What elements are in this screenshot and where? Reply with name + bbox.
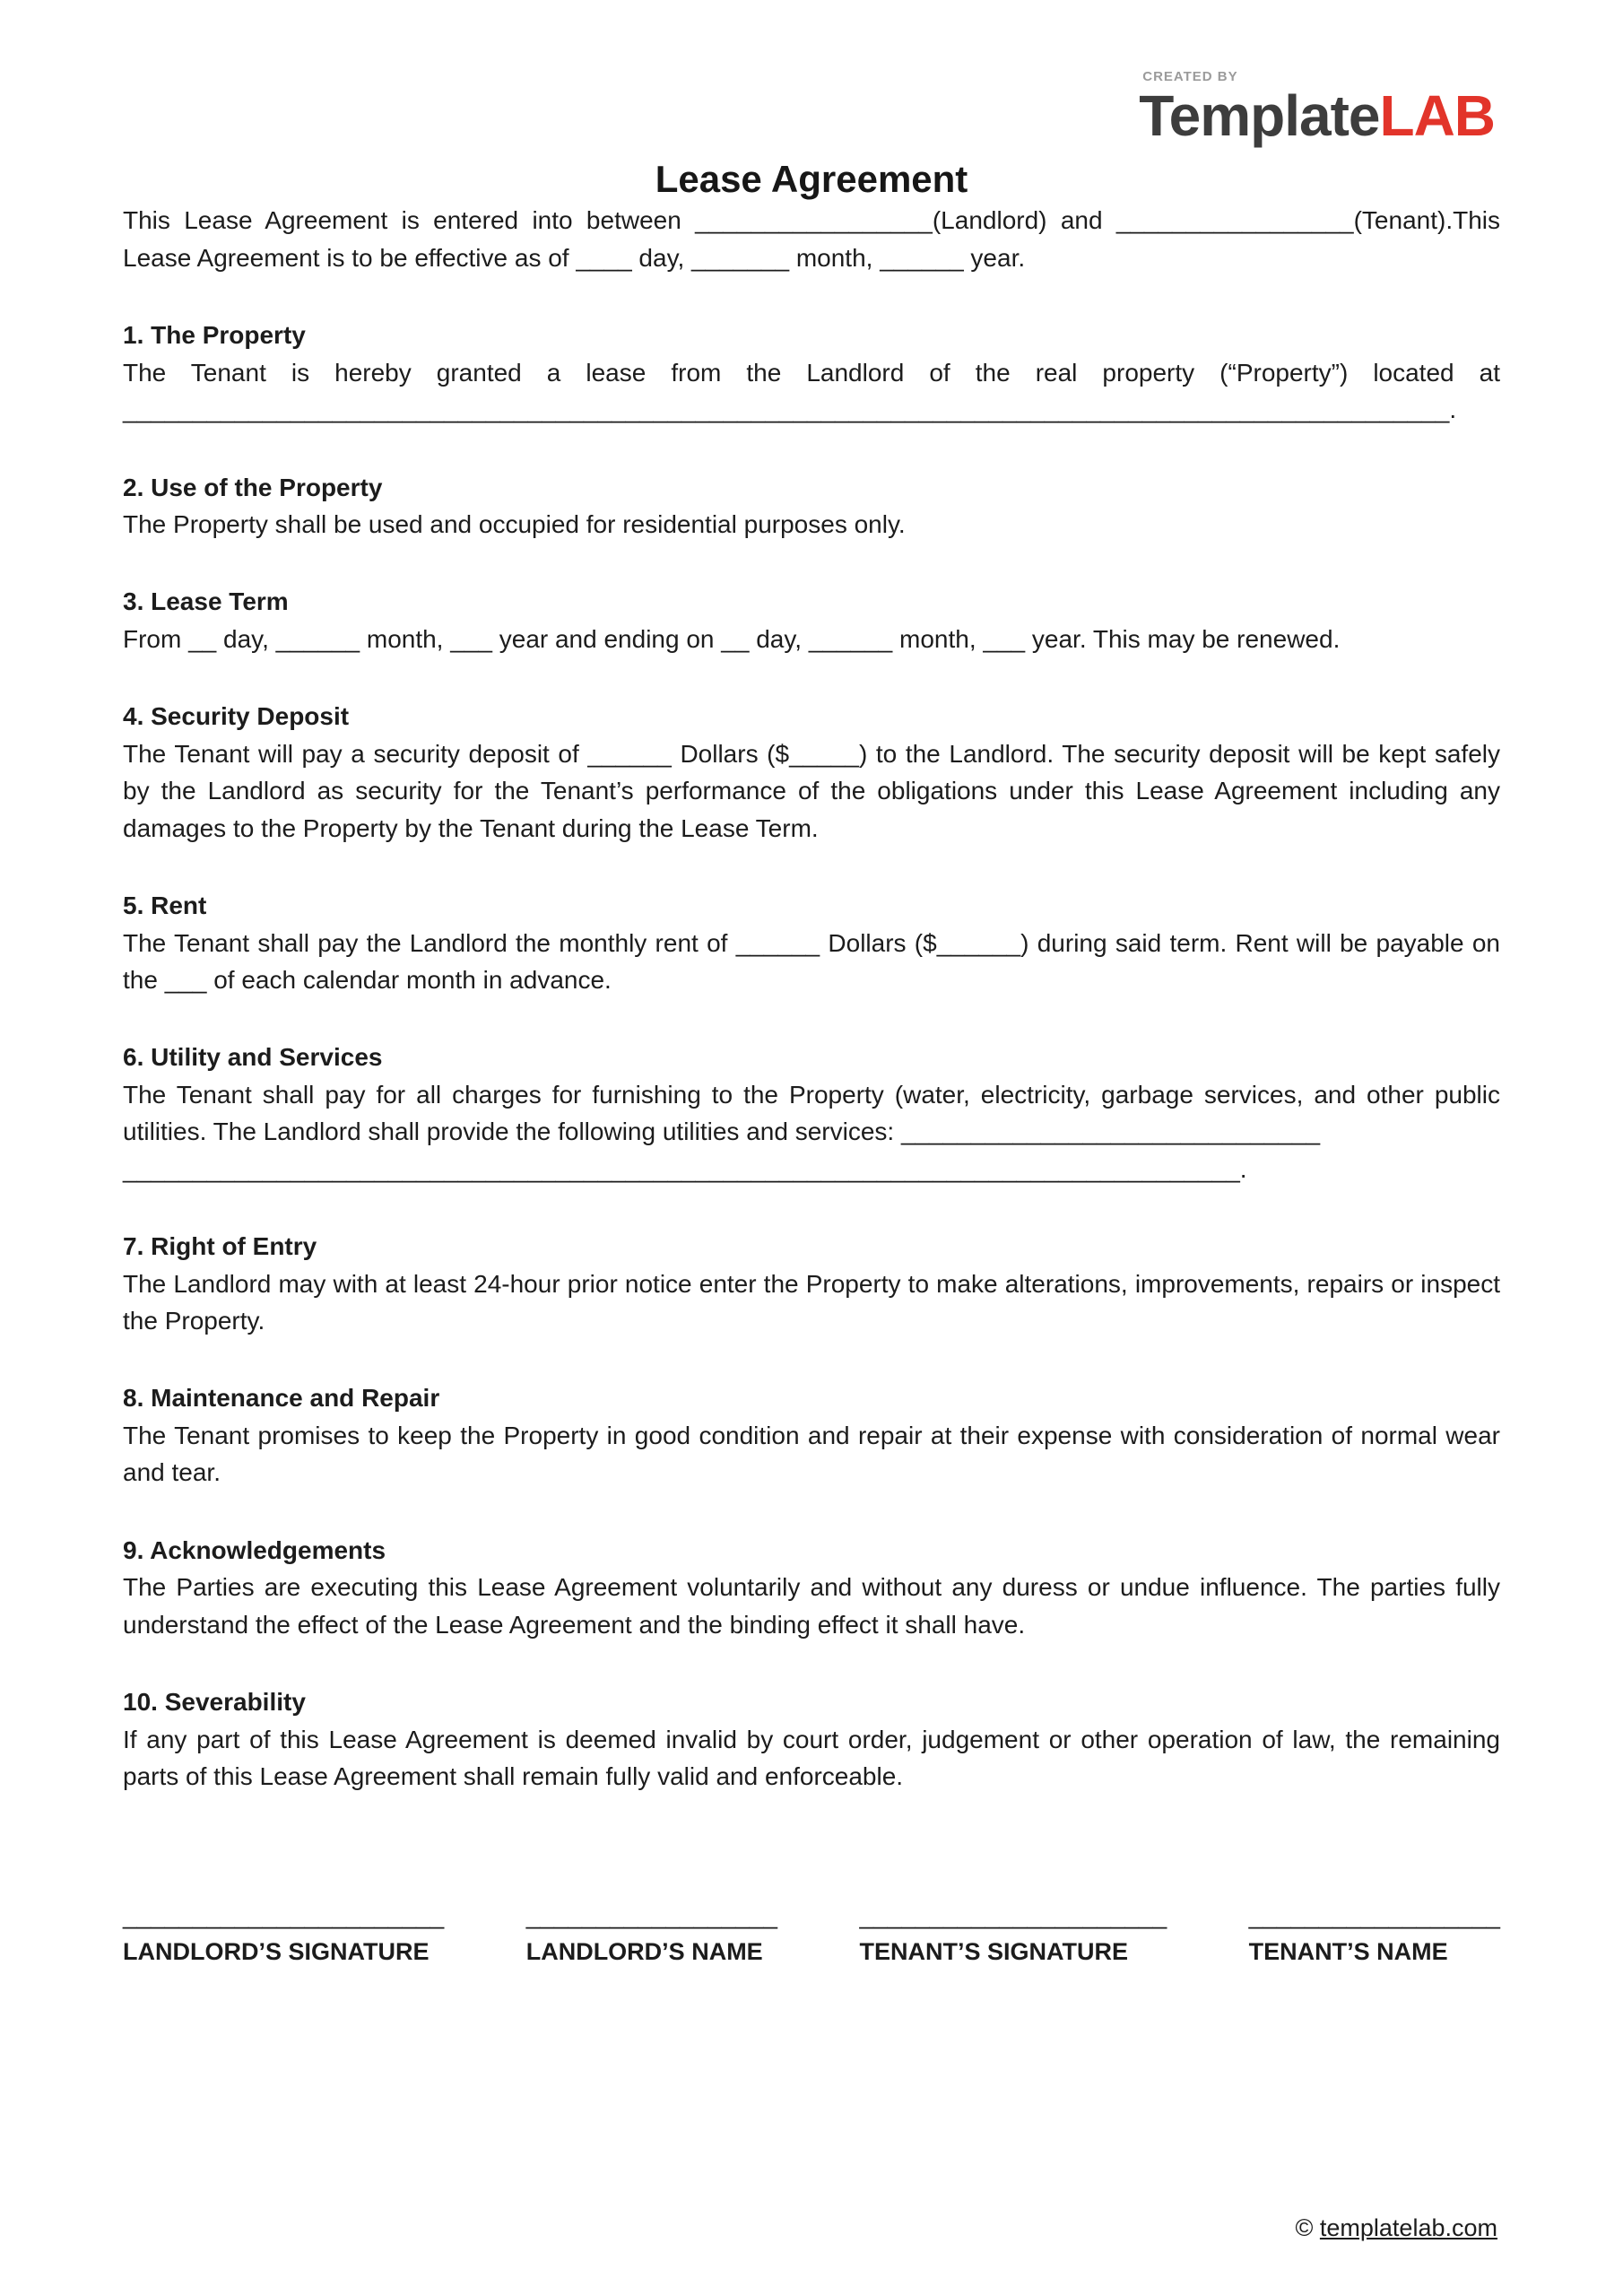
section-maintenance-and-repair [123,1379,1500,1491]
signature-block-landlord-signature [123,1900,444,1966]
created-by-label: CREATED BY [1142,69,1238,84]
section-body-continued: ________________________________________________________________________________. [123,1154,1247,1183]
section-the-property [123,317,1500,428]
brand-lab-text: LAB [1379,83,1495,148]
section-heading: 10. Severability [123,1688,306,1717]
signature-block-tenant-name [1249,1900,1500,1966]
section-body: The Tenant will pay a security deposit of ______ Dollars ($_____) to the Landlord. The security deposit will be kept safely by the Landlord as security for the Tenant’s performance of the obligations under this Lease Agreement including any damages to the Property by the Tenant during the Lease Term. [123,739,1500,842]
brand-template-text: Template [1139,83,1380,148]
brand-wordmark [1139,83,1495,148]
intro-paragraph: This Lease Agreement is entered into between _________________(Landlord) and _________________(Tenant).This Lease Agreement is to be effective as of ____ day, _______ month, ______ year. [123,206,1500,272]
signature-row [123,1900,1500,1966]
section-heading: 3. Lease Term [123,587,289,616]
section-heading: 1. The Property [123,321,306,350]
signature-label: TENANT’S SIGNATURE [859,1937,1129,1965]
section-security-deposit [123,698,1500,847]
section-severability [123,1683,1500,1795]
page-title: Lease Agreement [655,158,968,200]
signature-label: TENANT’S NAME [1248,1937,1448,1965]
section-body: The Tenant shall pay the Landlord the monthly rent of ______ Dollars ($______) during said term. Rent will be payable on the ___ of each calendar month in advance. [123,928,1500,994]
section-body: The Parties are executing this Lease Agreement voluntarily and without any duress or undue influence. The parties fully understand the effect of the Lease Agreement and the binding effect it shall have. [123,1573,1500,1639]
section-heading: 8. Maintenance and Repair [123,1384,440,1413]
signature-block-tenant-signature [860,1900,1167,1966]
signature-line[interactable]: ______________________ [859,1901,1167,1930]
section-acknowledgements [123,1532,1500,1643]
section-heading: 6. Utility and Services [123,1043,383,1072]
section-heading: 2. Use of the Property [123,473,383,501]
section-utility-and-services [123,1039,1500,1187]
section-body: The Tenant is hereby granted a lease from the Landlord of the real property (“Property”) located at _______________________________________________________________________________________________. [123,358,1500,424]
section-body: The Landlord may with at least 24-hour prior notice enter the Property to make alterations, improvements, repairs or inspect the Property. [123,1269,1500,1335]
copyright-symbol: © [1295,2214,1314,2241]
section-body: The Property shall be used and occupied for residential purposes only. [123,510,906,539]
section-rent [123,887,1500,998]
signature-label: LANDLORD’S NAME [525,1937,763,1965]
section-body: The Tenant shall pay for all charges for furnishing to the Property (water, electricity, garbage services, and other public utilities. The Landlord shall provide the following utilities and services: ______________________________ [123,1080,1500,1146]
section-right-of-entry [123,1228,1500,1339]
signature-line[interactable]: _______________________ [123,1901,445,1930]
signature-label: LANDLORD’S SIGNATURE [123,1937,430,1965]
section-heading: 7. Right of Entry [123,1232,317,1261]
signature-line[interactable]: __________________ [525,1901,778,1930]
footer-link[interactable]: templatelab.com [1319,2214,1497,2241]
section-heading: 5. Rent [123,891,207,920]
section-lease-term [123,583,1500,657]
signature-line[interactable]: __________________ [1248,1901,1500,1930]
section-heading: 9. Acknowledgements [123,1535,386,1564]
section-body: The Tenant promises to keep the Property in good condition and repair at their expense with consideration of normal wear and tear. [123,1421,1500,1487]
section-use-of-property [123,469,1500,544]
brand-logo [1139,69,1495,148]
signature-block-landlord-name [526,1900,777,1966]
section-heading: 4. Security Deposit [123,702,350,731]
footer [1295,2214,1497,2242]
section-body: If any part of this Lease Agreement is deemed invalid by court order, judgement or other operation of law, the remaining parts of this Lease Agreement shall remain fully valid and enforceable. [123,1725,1500,1790]
section-body: From __ day, ______ month, ___ year and ending on __ day, ______ month, ___ year. This may be renewed. [123,624,1341,653]
